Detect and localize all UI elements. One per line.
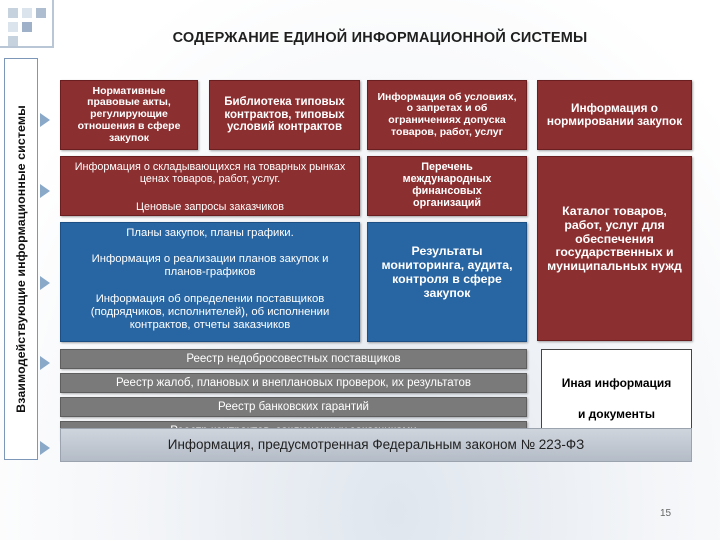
arrow-icon [40,113,50,127]
monitoring-box [367,222,527,342]
plans-box [60,222,360,342]
normative-acts-text: Нормативные правовые акты, регулирующие отношения в сфере закупок [77,84,181,144]
law-223-bar [60,428,692,462]
price-requests-text: Ценовые запросы заказчиков [135,201,285,213]
admission-conditions-text: Информация об условиях, о запретах и об ограничениях допуска товаров, работ, услуг [377,90,517,138]
normative-acts-box [60,80,198,150]
side-label: Взаимодействующие информационные системы [14,105,28,413]
market-prices-box [60,156,360,216]
page-number: 15 [660,508,672,519]
monitoring-text: Результаты мониторинга, аудита, контроля в сфере закупок [381,244,513,300]
arrow-icon [40,276,50,290]
other-info-line2: и документы [577,407,656,421]
law-223-text: Информация, предусмотренная Федеральным законом № 223-ФЗ [167,437,585,453]
other-info-line1: Иная информация [561,376,672,390]
page-title: СОДЕРЖАНИЕ ЕДИНОЙ ИНФОРМАЦИОННОЙ СИСТЕМЫ [172,30,588,46]
arrow-icon [40,184,50,198]
catalog-box [537,156,692,341]
intl-orgs-text: Перечень международных финансовых организаций [402,161,492,210]
registry-text: Реестр жалоб, плановых и внеплановых проверок, их результатов [115,376,472,389]
rationing-text: Информация о нормировании закупок [546,100,683,128]
registry-text: Реестр банковских гарантий [218,400,369,413]
market-prices-text: Информация о складывающихся на товарных рынках ценах товаров, работ, услуг. [74,161,346,186]
arrow-icon [40,441,50,455]
side-label-frame [4,58,38,460]
rationing-box [537,80,692,150]
contract-library-text: Библиотека типовых контрактов, типовых условий контрактов [224,95,345,134]
registry-text: Реестр недобросовестных поставщиков [186,352,401,365]
registry-unfair-suppliers [60,349,527,369]
catalog-text: Каталог товаров, работ, услуг для обеспечения государственных и муниципальных нужд [547,204,682,274]
registry-complaints [60,373,527,393]
contract-library-box [209,80,360,150]
registry-bank-guarantees [60,397,527,417]
supplier-determination-text: Информация об определении поставщиков (подрядчиков, исполнителей), об исполнении контрактов, отчеты заказчиков [90,293,330,331]
plans-implementation-text: Информация о реализации планов закупок и планов-графиков [91,253,329,278]
arrow-icon [40,356,50,370]
intl-orgs-box [367,156,527,216]
plans-text: Планы закупок, планы графики. [126,227,294,239]
admission-conditions-box [367,80,527,150]
